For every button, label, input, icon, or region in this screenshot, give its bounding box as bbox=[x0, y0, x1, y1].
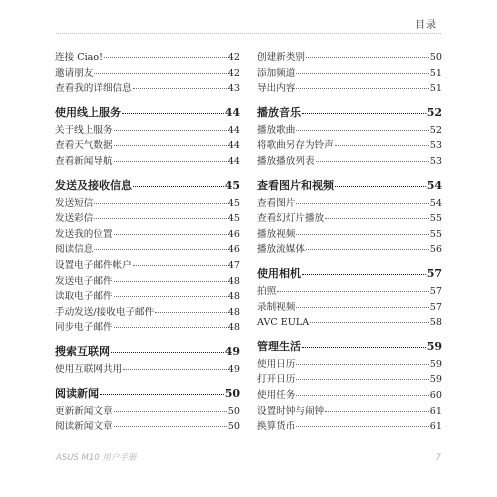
toc-entry-page: 52 bbox=[429, 124, 442, 136]
toc-section-heading[interactable] bbox=[257, 175, 442, 196]
toc-entry-page: 45 bbox=[227, 213, 240, 225]
toc-entry-page: 60 bbox=[429, 389, 442, 401]
toc-entry-label: 使用相机 bbox=[257, 266, 301, 280]
toc-entry-page: 50 bbox=[429, 52, 442, 63]
dot-leader bbox=[114, 130, 227, 131]
toc-entry[interactable] bbox=[55, 154, 240, 170]
toc-entry-page: 53 bbox=[429, 155, 442, 167]
dot-leader bbox=[302, 274, 426, 275]
toc-entry-label: 关于线上服务 bbox=[55, 124, 113, 136]
toc-entry-label: 将歌曲另存为铃声 bbox=[257, 140, 334, 152]
dot-leader bbox=[104, 57, 227, 58]
toc-entry-label: 查看我的详细信息 bbox=[55, 83, 132, 95]
footer-page-number: 7 bbox=[435, 453, 441, 463]
dot-leader bbox=[114, 281, 227, 282]
header-divider bbox=[56, 33, 441, 34]
toc-entry-label: 使用线上服务 bbox=[55, 105, 121, 119]
toc-entry-page: 61 bbox=[429, 421, 442, 433]
toc-section-heading[interactable] bbox=[257, 263, 442, 284]
dot-leader bbox=[310, 322, 429, 323]
toc-entry-page: 53 bbox=[429, 140, 442, 152]
toc-section-heading[interactable] bbox=[55, 383, 240, 404]
toc-entry[interactable] bbox=[55, 66, 240, 82]
toc-entry[interactable] bbox=[55, 404, 240, 420]
dot-leader bbox=[335, 186, 426, 187]
toc-entry-label: AVC EULA bbox=[257, 317, 310, 329]
toc-entry-label: 手动发送/接收电子邮件 bbox=[55, 306, 155, 318]
toc-entry[interactable] bbox=[55, 274, 240, 290]
toc-entry-page: 57 bbox=[426, 266, 442, 280]
toc-entry[interactable] bbox=[55, 81, 240, 97]
toc-entry-label: 发送及接收信息 bbox=[55, 178, 132, 192]
toc-entry-page: 57 bbox=[429, 285, 442, 297]
toc-entry[interactable] bbox=[55, 258, 240, 274]
toc-entry-label: 管理生活 bbox=[257, 339, 301, 353]
toc-entry[interactable] bbox=[55, 196, 240, 212]
dot-leader bbox=[306, 57, 429, 58]
toc-right-column bbox=[257, 50, 442, 435]
toc-entry[interactable] bbox=[257, 357, 442, 373]
dot-leader bbox=[100, 394, 224, 395]
toc-entry-label: 查看图片和视频 bbox=[257, 178, 334, 192]
toc-entry-label: 阅读信息 bbox=[55, 244, 94, 256]
dot-leader bbox=[114, 327, 227, 328]
toc-entry[interactable] bbox=[257, 211, 442, 227]
toc-entry-label: 查看天气数据 bbox=[55, 140, 113, 152]
dot-leader bbox=[111, 352, 224, 353]
toc-entry-label: 查看新闻导航 bbox=[55, 155, 113, 167]
toc-entry[interactable] bbox=[257, 388, 442, 404]
toc-left-column bbox=[55, 50, 240, 435]
dot-leader bbox=[296, 426, 428, 427]
toc-entry-page: 55 bbox=[429, 213, 442, 225]
toc-entry[interactable] bbox=[257, 372, 442, 388]
toc-entry-label: 发送我的位置 bbox=[55, 228, 113, 240]
dot-leader bbox=[114, 426, 227, 427]
toc-entry[interactable] bbox=[257, 123, 442, 139]
toc-entry-label: 打开日历 bbox=[257, 374, 296, 386]
toc-section-heading[interactable] bbox=[55, 341, 240, 362]
toc-entry-page: 49 bbox=[224, 344, 240, 358]
dot-leader bbox=[94, 249, 226, 250]
toc-section-heading[interactable] bbox=[257, 336, 442, 357]
dot-leader bbox=[277, 291, 429, 292]
toc-entry[interactable] bbox=[257, 154, 442, 170]
toc-entry-label: 播放视频 bbox=[257, 228, 296, 240]
toc-entry-page: 61 bbox=[429, 405, 442, 417]
toc-entry-label: 设置电子邮件帐户 bbox=[55, 259, 132, 271]
toc-entry[interactable] bbox=[55, 305, 240, 321]
toc-entry-page: 47 bbox=[227, 259, 240, 271]
toc-entry-page: 42 bbox=[227, 52, 240, 63]
dot-leader bbox=[114, 296, 227, 297]
dot-leader bbox=[302, 347, 426, 348]
toc-entry-label: 设置时钟与闹钟 bbox=[257, 405, 325, 417]
toc-entry[interactable] bbox=[257, 242, 442, 258]
toc-entry-page: 45 bbox=[224, 178, 240, 192]
dot-leader bbox=[296, 130, 428, 131]
toc-entry-page: 46 bbox=[227, 244, 240, 256]
toc-entry[interactable] bbox=[257, 81, 442, 97]
toc-entry-page: 50 bbox=[224, 386, 240, 400]
toc-entry[interactable] bbox=[257, 300, 442, 316]
toc-entry[interactable] bbox=[257, 66, 442, 82]
toc-entry-label: 播放音乐 bbox=[257, 105, 301, 119]
toc-entry[interactable] bbox=[257, 404, 442, 420]
toc-entry-page: 48 bbox=[227, 306, 240, 318]
toc-entry-label: 使用任务 bbox=[257, 389, 296, 401]
toc-entry-label: 连接 Ciao! bbox=[55, 52, 103, 63]
dot-leader bbox=[114, 161, 227, 162]
toc-entry-label: 读取电子邮件 bbox=[55, 291, 113, 303]
dot-leader bbox=[325, 218, 429, 219]
dot-leader bbox=[155, 312, 227, 313]
toc-entry-label: 发送彩信 bbox=[55, 213, 94, 225]
toc-entry-label: 阅读新闻文章 bbox=[55, 421, 113, 433]
toc-entry-page: 51 bbox=[429, 67, 442, 79]
toc-entry-label: 阅读新闻 bbox=[55, 386, 99, 400]
toc-entry-label: 换算货币 bbox=[257, 421, 296, 433]
dot-leader bbox=[94, 203, 226, 204]
dot-leader bbox=[302, 113, 426, 114]
toc-entry-page: 59 bbox=[429, 374, 442, 386]
toc-entry-label: 更新新闻文章 bbox=[55, 405, 113, 417]
toc-entry[interactable] bbox=[257, 50, 442, 66]
toc-entry-label: 录制视频 bbox=[257, 301, 296, 313]
dot-leader bbox=[133, 186, 224, 187]
toc-entry[interactable] bbox=[55, 289, 240, 305]
dot-leader bbox=[306, 249, 429, 250]
toc-entry-page: 49 bbox=[227, 363, 240, 375]
dot-leader bbox=[296, 203, 428, 204]
dot-leader bbox=[316, 161, 429, 162]
toc-entry-label: 播放播放列表 bbox=[257, 155, 315, 167]
toc-section-heading[interactable] bbox=[257, 102, 442, 123]
dot-leader bbox=[123, 369, 227, 370]
toc-entry-page: 48 bbox=[227, 275, 240, 287]
dot-leader bbox=[133, 265, 227, 266]
toc-entry[interactable] bbox=[55, 320, 240, 336]
dot-leader bbox=[114, 145, 227, 146]
toc-entry[interactable] bbox=[257, 284, 442, 300]
toc-entry[interactable] bbox=[257, 419, 442, 435]
toc-entry[interactable] bbox=[257, 315, 442, 331]
dot-leader bbox=[296, 364, 428, 365]
dot-leader bbox=[122, 113, 224, 114]
dot-leader bbox=[114, 411, 227, 412]
toc-entry-label: 同步电子邮件 bbox=[55, 322, 113, 334]
toc-entry-label: 使用日历 bbox=[257, 358, 296, 370]
dot-leader bbox=[296, 73, 428, 74]
toc-entry-label: 播放流媒体 bbox=[257, 244, 305, 256]
toc-entry-page: 58 bbox=[429, 317, 442, 329]
toc-entry-page: 43 bbox=[227, 83, 240, 95]
page-header-title: 目录 bbox=[415, 20, 437, 31]
toc-entry-label: 添加频道 bbox=[257, 67, 296, 79]
toc-entry-page: 46 bbox=[227, 228, 240, 240]
toc-entry-label: 导出内容 bbox=[257, 83, 296, 95]
toc-entry-page: 52 bbox=[426, 105, 442, 119]
dot-leader bbox=[133, 88, 227, 89]
toc-entry[interactable] bbox=[55, 138, 240, 154]
toc-entry-label: 查看图片 bbox=[257, 197, 296, 209]
toc-entry-label: 发送短信 bbox=[55, 197, 94, 209]
toc-section-heading[interactable] bbox=[55, 175, 240, 196]
dot-leader bbox=[296, 234, 428, 235]
dot-leader bbox=[114, 234, 227, 235]
dot-leader bbox=[296, 395, 428, 396]
dot-leader bbox=[335, 145, 429, 146]
toc-entry[interactable] bbox=[55, 123, 240, 139]
toc-section-heading[interactable] bbox=[55, 102, 240, 123]
toc-entry[interactable] bbox=[55, 50, 240, 66]
toc-entry-label: 发送电子邮件 bbox=[55, 275, 113, 287]
dot-leader bbox=[296, 307, 428, 308]
dot-leader bbox=[94, 73, 226, 74]
toc-entry-page: 44 bbox=[227, 124, 240, 136]
toc-entry[interactable] bbox=[257, 227, 442, 243]
toc-entry[interactable] bbox=[55, 227, 240, 243]
toc-entry-page: 50 bbox=[227, 421, 240, 433]
toc-entry-label: 拍照 bbox=[257, 285, 277, 297]
toc-entry[interactable] bbox=[257, 196, 442, 212]
toc-entry-page: 42 bbox=[227, 67, 240, 79]
toc-entry[interactable] bbox=[55, 211, 240, 227]
dot-leader bbox=[296, 88, 428, 89]
toc-entry-page: 54 bbox=[426, 178, 442, 192]
dot-leader bbox=[296, 379, 428, 380]
toc-entry-page: 57 bbox=[429, 301, 442, 313]
toc-entry-page: 55 bbox=[429, 228, 442, 240]
toc-entry-page: 44 bbox=[224, 105, 240, 119]
dot-leader bbox=[94, 218, 226, 219]
dot-leader bbox=[325, 411, 429, 412]
toc-entry[interactable] bbox=[55, 419, 240, 435]
toc-entry-label: 播放歌曲 bbox=[257, 124, 296, 136]
toc-entry-page: 48 bbox=[227, 291, 240, 303]
toc-entry-page: 59 bbox=[429, 358, 442, 370]
toc-entry-label: 使用互联网共用 bbox=[55, 363, 123, 375]
toc-entry-page: 44 bbox=[227, 155, 240, 167]
toc-entry-page: 56 bbox=[429, 244, 442, 256]
toc-entry-page: 50 bbox=[227, 405, 240, 417]
toc-entry-label: 查看幻灯片播放 bbox=[257, 213, 325, 225]
toc-entry-label: 搜索互联网 bbox=[55, 344, 110, 358]
toc-entry-page: 45 bbox=[227, 197, 240, 209]
toc-entry-page: 59 bbox=[426, 339, 442, 353]
toc-entry[interactable] bbox=[55, 242, 240, 258]
footer-manual-title: ASUS M10 用户手册 bbox=[56, 453, 137, 463]
toc-entry-label: 邀请朋友 bbox=[55, 67, 94, 79]
toc-entry-page: 48 bbox=[227, 322, 240, 334]
toc-entry-label: 创建新类别 bbox=[257, 52, 305, 63]
toc-entry-page: 51 bbox=[429, 83, 442, 95]
toc-entry[interactable] bbox=[55, 362, 240, 378]
toc-entry-page: 44 bbox=[227, 140, 240, 152]
toc-entry[interactable] bbox=[257, 138, 442, 154]
toc-entry-page: 54 bbox=[429, 197, 442, 209]
